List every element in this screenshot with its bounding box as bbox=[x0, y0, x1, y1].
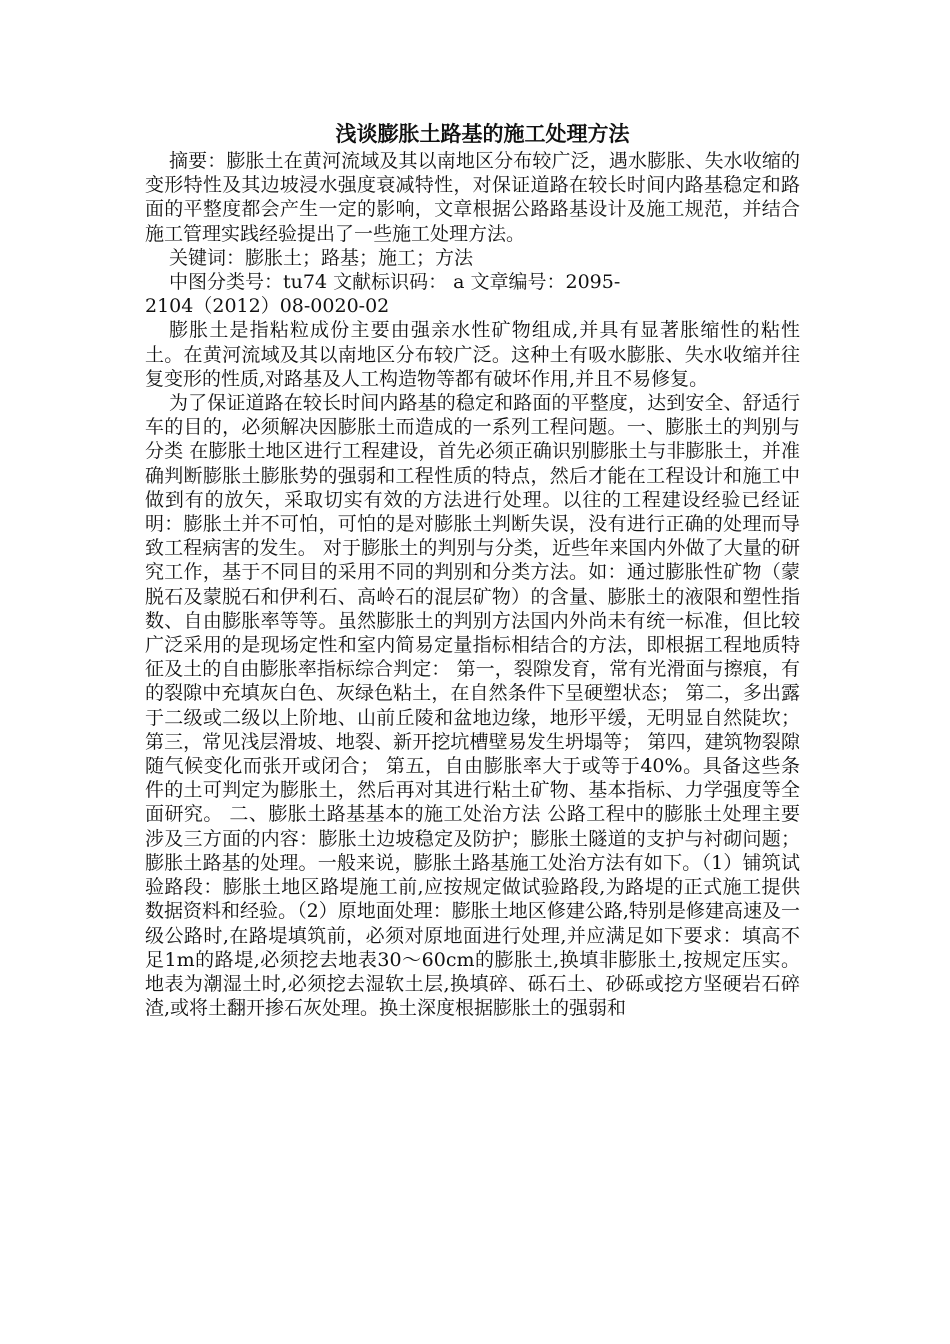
classification-line: 中图分类号：tu74 文献标识码： a 文章编号：2095- bbox=[169, 271, 621, 294]
classification-line-continued: 2104（2012）08-0020-02 bbox=[145, 295, 390, 318]
abstract-paragraph: 摘要：膨胀土在黄河流域及其以南地区分布较广泛，遇水膨胀、失水收缩的变形特性及其边坡浸水强度衰减特性，对保证道路在较长时间内路基稳定和路面的平整度都会产生一定的影响，文章根据公路路基设计及施工规范，并结合施工管理实践经验提出了一些施工处理方法。 bbox=[145, 150, 800, 245]
body-paragraph-2: 为了保证道路在较长时间内路基的稳定和路面的平整度，达到安全、舒适行车的目的，必须解决因膨胀土而造成的一系列工程问题。一、膨胀土的判别与分类 在膨胀土地区进行工程建设，首先必须正确识别膨胀土与非膨胀土，并准确判断膨胀土膨胀势的强弱和工程性质的特点，然后才能在工程设计和施工中做到有的放矢，采取切实有效的方法进行处理。以往的工程建设经验已经证明：膨胀土并不可怕，可怕的是对膨胀土判断失误，没有进行正确的处理而导致工程病害的发生。 对于膨胀土的判别与分类，近些年来国内外做了大量的研究工作，基于不同目的采用不同的判别和分类方法。如：通过膨胀性矿物（蒙脱石及蒙脱石和伊利石、高岭石的混层矿物）的含量、膨胀土的液限和塑性指数、自由膨胀率等等。虽然膨胀土的判别方法国内外尚未有统一标准，但比较广泛采用的是现场定性和室内简易定量指标相结合的方法，即根据工程地质特征及土的自由膨胀率指标综合判定： 第一，裂隙发育，常有光滑面与擦痕，有的裂隙中充填灰白色、灰绿色粘土，在自然条件下呈硬塑状态； 第二，多出露于二级或二级以上阶地、山前丘陵和盆地边缘，地形平缓，无明显自然陡坎； 第三，常见浅层滑坡、地裂、新开挖坑槽壁易发生坍塌等； 第四，建筑物裂隙随气候变化而张开或闭合； 第五，自由膨胀率大于或等于40%。具备这些条件的土可判定为膨胀土，然后再对其进行粘土矿物、基本指标、力学强度等全面研究。 二、膨胀土路基基本的施工处治方法 公路工程中的膨胀土处理主要涉及三方面的内容：膨胀土边坡稳定及防护；膨胀土隧道的支护与衬砌问题；膨胀土路基的处理。一般来说，膨胀土路基施工处治方法有如下。（1）铺筑试验路段：膨胀土地区路堤施工前,应按规定做试验路段,为路堤的正式施工提供数据资料和经验。（2）原地面处理：膨胀土地区修建公路,特别是修建高速及一级公路时,在路堤填筑前，必须对原地面进行处理,并应满足如下要求：填高不足1m的路堤,必须挖去地表30～60cm的膨胀土,换填非膨胀土,按规定压实。地表为潮湿土时,必须挖去湿软土层,换填碎、砾石土、砂砾或挖方坚硬岩石碎渣,或将土翻开掺石灰处理。换土深度根据膨胀土的强弱和 bbox=[145, 392, 800, 1020]
document-title: 浅谈膨胀土路基的施工处理方法 bbox=[335, 121, 630, 146]
document-page bbox=[145, 118, 800, 1020]
body-paragraph-1: 膨胀土是指粘粒成份主要由强亲水性矿物组成,并具有显著胀缩性的粘性土。在黄河流域及其以南地区分布较广泛。这种土有吸水膨胀、失水收缩并往复变形的性质,对路基及人工构造物等都有破坏作用,并且不易修复。 bbox=[145, 319, 800, 390]
keywords-line: 关键词：膨胀土；路基；施工；方法 bbox=[169, 246, 474, 269]
